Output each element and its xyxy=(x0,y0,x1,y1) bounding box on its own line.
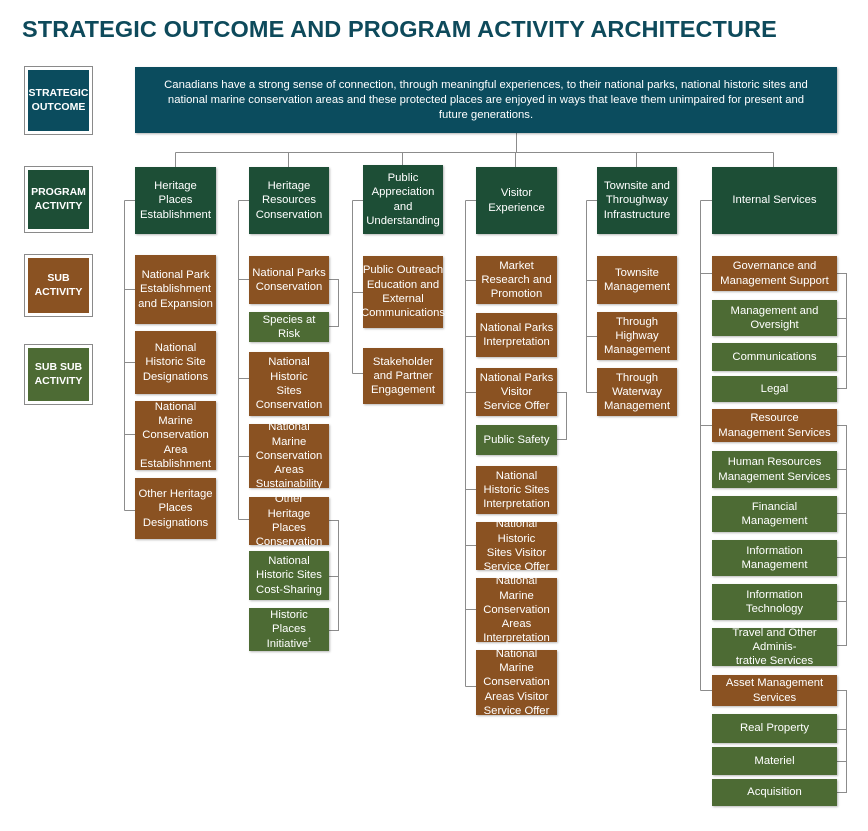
sub-activity-national-parks-visitor-service: National Parks Visitor Service Offer xyxy=(476,368,557,416)
sub-activity-nmca-visitor-service: National Marine Conservation Areas Visitor Service Offer xyxy=(476,650,557,715)
sub-activity-nmca-establishment: National Marine Conservation Area Establishment xyxy=(135,401,216,470)
program-activity-townsite-throughway: Townsite and Throughway Infrastructure xyxy=(597,167,677,234)
sub-activity-asset-management: Asset Management Services xyxy=(712,675,837,706)
sub-activity-resource-management: Resource Management Services xyxy=(712,409,837,442)
sub-activity-nmca-interpretation: National Marine Conservation Areas Interpretation xyxy=(476,578,557,642)
sub-activity-national-parks-interpretation: National Parks Interpretation xyxy=(476,313,557,357)
legend-program-activity-label: PROGRAM ACTIVITY xyxy=(28,170,89,229)
sub-activity-other-heritage-places-conservation: Other Heritage Places Conservation xyxy=(249,497,329,545)
sub-sub-activity-communications: Communications xyxy=(712,343,837,371)
sub-activity-nmca-sustainability: National Marine Conservation Areas Sustainability xyxy=(249,424,329,488)
footnote-marker: 1 xyxy=(308,637,312,644)
sub-activity-stakeholder-engagement: Stakeholder and Partner Engagement xyxy=(363,348,443,404)
sub-sub-activity-information-technology: Information Technology xyxy=(712,584,837,620)
legend-sub-activity xyxy=(24,254,93,317)
program-activity-heritage-places-establishment: Heritage Places Establishment xyxy=(135,167,216,234)
sub-sub-activity-public-safety: Public Safety xyxy=(476,425,557,455)
legend-sub-sub-activity-label: SUB SUB ACTIVITY xyxy=(28,348,89,401)
sub-sub-activity-acquisition: Acquisition xyxy=(712,779,837,806)
program-activity-internal-services: Internal Services xyxy=(712,167,837,234)
sub-activity-through-highway: Through Highway Management xyxy=(597,312,677,360)
legend-strategic-outcome-label: STRATEGIC OUTCOME xyxy=(28,70,89,131)
sub-activity-through-waterway: Through Waterway Management xyxy=(597,368,677,416)
sub-sub-activity-financial-management: Financial Management xyxy=(712,496,837,532)
legend-strategic-outcome xyxy=(24,66,93,135)
sub-activity-townsite-management: Townsite Management xyxy=(597,256,677,304)
sub-sub-activity-materiel: Materiel xyxy=(712,747,837,775)
sub-sub-activity-management-oversight: Management and Oversight xyxy=(712,300,837,336)
sub-sub-activity-information-management: Information Management xyxy=(712,540,837,576)
sub-activity-market-research: Market Research and Promotion xyxy=(476,256,557,304)
sub-sub-activity-real-property: Real Property xyxy=(712,714,837,743)
sub-sub-activity-species-at-risk: Species at Risk xyxy=(249,312,329,342)
sub-activity-national-park-establishment: National Park Establishment and Expansion xyxy=(135,255,216,324)
sub-activity-national-historic-sites-conservation: National Historic Sites Conservation xyxy=(249,352,329,416)
sub-sub-activity-nhs-cost-sharing: National Historic Sites Cost-Sharing xyxy=(249,551,329,600)
sub-activity-other-heritage-places-designations: Other Heritage Places Designations xyxy=(135,478,216,539)
sub-sub-activity-historic-places-initiative xyxy=(249,608,329,651)
sub-sub-activity-travel-admin: Travel and Other Adminis- trative Services xyxy=(712,628,837,666)
program-activity-public-appreciation: Public Appreciation and Understanding xyxy=(363,165,443,234)
historic-places-initiative-label: Historic Places Initiative xyxy=(266,609,309,650)
sub-sub-activity-human-resources: Human Resources Management Services xyxy=(712,451,837,488)
page-title: STRATEGIC OUTCOME AND PROGRAM ACTIVITY ARCHITECTURE xyxy=(22,16,777,42)
sub-activity-governance: Governance and Management Support xyxy=(712,256,837,291)
strategic-outcome-box: Canadians have a strong sense of connection, through meaningful experiences, to their national parks, national historic sites and national marine conservation areas and these protected places are enjoyed in ways that leave them unimpaired for present and future generations. xyxy=(135,67,837,133)
sub-activity-public-outreach: Public Outreach Education and External Communications xyxy=(363,256,443,328)
sub-activity-national-parks-conservation: National Parks Conservation xyxy=(249,256,329,304)
legend-sub-activity-label: SUB ACTIVITY xyxy=(28,258,89,313)
sub-activity-national-historic-site-designations: National Historic Site Designations xyxy=(135,331,216,394)
sub-activity-nhs-visitor-service: National Historic Sites Visitor Service Offer xyxy=(476,522,557,570)
sub-activity-nhs-interpretation: National Historic Sites Interpretation xyxy=(476,466,557,514)
program-activity-heritage-resources-conservation: Heritage Resources Conservation xyxy=(249,167,329,234)
legend-program-activity xyxy=(24,166,93,233)
program-activity-visitor-experience: Visitor Experience xyxy=(476,167,557,234)
legend-sub-sub-activity xyxy=(24,344,93,405)
sub-sub-activity-legal: Legal xyxy=(712,376,837,402)
